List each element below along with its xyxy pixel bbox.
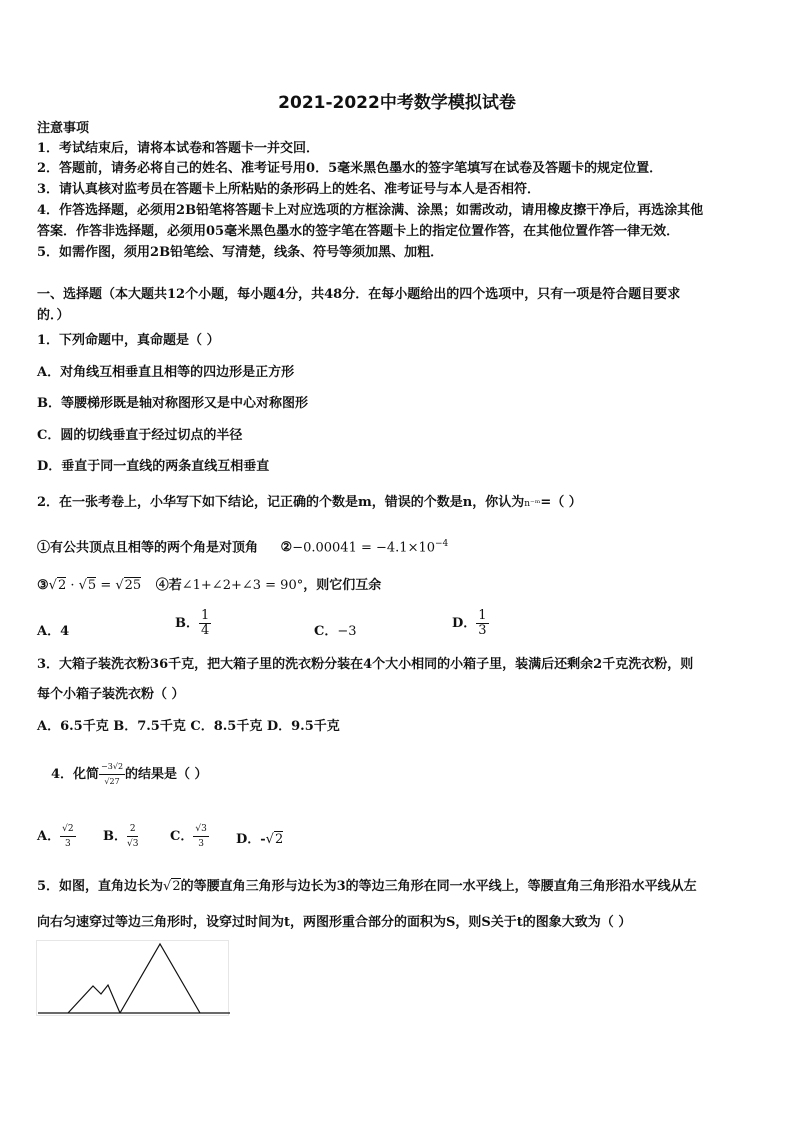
q4-frac-num: −3√2 (99, 760, 125, 775)
q4-option-c-den: 3 (198, 839, 204, 849)
q4-option-a-label: A． (37, 829, 61, 844)
q4-option-c (170, 822, 209, 851)
q5-stem-a: 5．如图，直角边长为 (37, 879, 164, 894)
q4-option-b-den: √3 (127, 839, 139, 849)
q2-statement-4-expr: ∠1+∠2+∠3 = 90° (181, 578, 304, 593)
q4-option-b-num: 2 (127, 822, 138, 837)
q2-stem (37, 494, 582, 513)
q2-option-a: A．4 (37, 624, 70, 639)
q2-option-b-num: 1 (201, 608, 210, 623)
q4-frac-den: √27 (104, 777, 120, 786)
q5-figure-frame (37, 941, 229, 1016)
q2-stem-end: =（ ） (540, 495, 582, 510)
q4-option-c-num: √3 (193, 822, 208, 837)
q1-option-d: D．垂直于同一直线的两条直线互相垂直 (37, 459, 270, 474)
q2-s3-sqrt-a: 2 (57, 578, 67, 593)
notice-item-4: 4．作答选择题，必须用2B铅笔将答题卡上对应选项的方框涂满、涂黑；如需改动，请用橡皮擦干净后，再选涂其他 (37, 203, 704, 218)
q2-option-d (452, 609, 489, 638)
q5-stem-sqrt: 2 (172, 879, 181, 894)
q4-option-c-label: C． (170, 829, 194, 844)
q5-right-triangle (68, 985, 120, 1013)
q4-option-a-den: 3 (64, 839, 71, 849)
q4-option-a (37, 822, 76, 851)
q2-option-c (314, 620, 357, 639)
q2-option-d-num: 1 (478, 608, 487, 623)
notice-item-4-cont: 答案．作答非选择题，必须用05毫米黑色墨水的签字笔在答题卡上的指定位置作答，在其他位置作答一律无效． (37, 224, 680, 239)
q2-statement-2-label: ② (280, 540, 293, 556)
q4-option-b-label: B． (103, 829, 127, 844)
q2-option-c-label: C． (314, 624, 338, 639)
q2-statement-1: ①有公共顶点且相等的两个角是对顶角 (37, 540, 259, 556)
q5-equilateral-triangle (120, 944, 200, 1013)
q2-option-d-label: D． (452, 616, 477, 631)
q3-stem-cont: 每个小箱子装洗衣粉（ ） (37, 687, 185, 702)
q2-s3-sqrt-b: 5 (87, 578, 97, 593)
q4-option-d: D．-√2 (236, 832, 284, 847)
q1-option-b: B．等腰梯形既是轴对称图形又是中心对称图形 (37, 396, 308, 411)
q4-option-a-num: √2 (60, 822, 75, 837)
q2-stem-text: 2．在一张考卷上，小华写下如下结论，记正确的个数是m，错误的个数是n，你认为 (37, 495, 525, 510)
q2-statement-2-exp: −4 (435, 539, 449, 549)
q1-stem: 1．下列命题中，真命题是（ ） (37, 333, 220, 348)
notice-item-1: 1．考试结束后，请将本试卷和答题卡一并交回． (37, 141, 320, 156)
notice-heading: 注意事项 (37, 121, 90, 136)
q4-option-b (103, 822, 138, 851)
notice-item-3: 3．请认真核对监考员在答题卡上所粘贴的条形码上的姓名、准考证号与本人是否相符． (37, 182, 541, 197)
q2-option-b (175, 609, 211, 638)
q2-stem-expr: n⁻ᵐ (524, 499, 541, 509)
section-heading-cont: 的．） (37, 308, 70, 323)
q3-options: A．6.5千克 B．7.5千克 C．8.5千克 D．9.5千克 (37, 719, 340, 734)
q4-stem-start: 4．化简 (51, 767, 100, 782)
section-heading: 一、选择题（本大题共12个小题，每小题4分，共48分．在每小题给出的四个选项中，只有一项是符合题目要求 (37, 287, 681, 302)
q2-statements-row1 (37, 535, 448, 557)
q2-statements-row2: ③√2 · √5 = √25 ④若∠1+∠2+∠3 = 90°，则它们互余 (37, 578, 382, 593)
q2-statement-2-expr: −0.00041 = −4.1×10 (292, 540, 436, 556)
q2-option-b-label: B． (175, 616, 199, 631)
q4-stem (51, 760, 208, 789)
q5-figure (36, 940, 232, 1020)
notice-item-2: 2．答题前，请务必将自己的姓名、准考证号用0．5毫米黑色墨水的签字笔填写在试卷及答题卡的规定位置． (37, 161, 663, 176)
q1-option-a: A．对角线互相垂直且相等的四边形是正方形 (37, 365, 295, 380)
exam-title: 2021-2022中考数学模拟试卷 (278, 93, 516, 113)
q2-statement-3-label: ③ (37, 578, 49, 593)
q1-option-c: C．圆的切线垂直于经过切点的半径 (37, 428, 243, 443)
q2-option-c-val: −3 (337, 624, 357, 639)
q4-option-d-label: D．- (236, 832, 266, 847)
q4-stem-end: 的结果是（ ） (125, 767, 208, 782)
q5-stem: 5．如图，直角边长为√2的等腰直角三角形与边长为3的等边三角形在同一水平线上，等腰直角三角形沿水平线从左 (37, 879, 697, 894)
notice-item-5: 5．如需作图，须用2B铅笔绘、写清楚，线条、符号等须加黑、加粗． (37, 245, 444, 260)
q5-stem-b: 的等腰直角三角形与边长为3的等边三角形在同一水平线上，等腰直角三角形沿水平线从左 (180, 879, 697, 894)
q2-option-d-den: 3 (478, 623, 487, 638)
q3-stem: 3．大箱子装洗衣粉36千克，把大箱子里的洗衣粉分装在4个大小相同的小箱子里，装满后还剩余2千克洗衣粉，则 (37, 657, 694, 672)
q4-option-d-val: 2 (274, 832, 284, 847)
q2-statement-4-label: ④若 (155, 578, 182, 593)
q2-s3-sqrt-c: 25 (124, 578, 142, 593)
q2-statement-4-end: ，则它们互余 (303, 578, 382, 593)
q5-stem-cont: 向右匀速穿过等边三角形时，设穿过时间为t，两图形重合部分的面积为S，则S关于t的图象大致为（ ） (37, 915, 632, 930)
q2-option-b-den: 4 (201, 623, 210, 638)
